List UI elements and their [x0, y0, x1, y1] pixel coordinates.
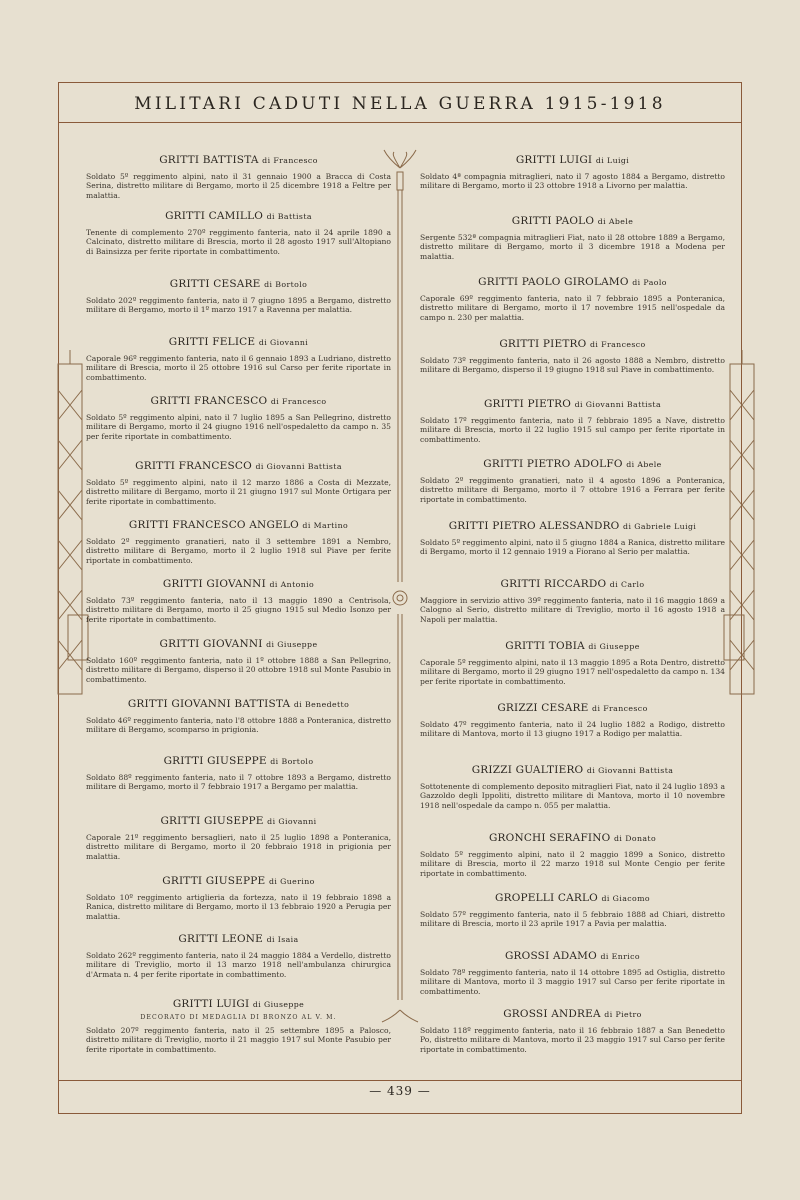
entry-description: Soldato 160º reggimento fanteria, nato il 1º ottobre 1888 a San Pellegrino, distretto militare di Bergamo, disperso il 20 ottobre 1918 sul Monte Pasubio in combattimento. [86, 656, 391, 684]
entry [86, 933, 391, 979]
entry-name: GRITTI PIETRO ALESSANDRO di Gabriele Luigi [448, 520, 697, 532]
entry-description: Sergente 532ª compagnia mitraglieri Fiat, nato il 28 ottobre 1889 a Bergamo, distretto militare di Bergamo, morto il 3 dicembre 1918 a Modena per malattia. [420, 233, 725, 261]
entry [420, 702, 725, 739]
entry-description: Caporale 5º reggimento alpini, nato il 13 maggio 1895 a Rota Dentro, distretto militare di Bergamo, morto il 29 giugno 1917 nell'ospedaletto da campo n. 134 per ferite riportate in combattimento. [420, 658, 725, 686]
entry-name: GRIZZI CESARE di Francesco [497, 702, 648, 714]
entry-description: Soldato 73º reggimento fanteria, nato il 13 maggio 1890 a Centrisola, distretto militare di Bergamo, morto il 25 giugno 1915 sul Medio Isonzo per ferite riportate in combattimento. [86, 596, 391, 624]
header-rule [58, 122, 742, 123]
entry-description: Soldato 78º reggimento fanteria, nato il 14 ottobre 1895 ad Ostiglia, distretto militare di Mantova, morto il 3 maggio 1917 sul Carso per ferite riportate in combattimento. [420, 968, 725, 996]
entry-name: GRITTI PIETRO di Giovanni Battista [483, 398, 662, 410]
entry-description: Soldato 262º reggimento fanteria, nato il 24 maggio 1884 a Verdello, distretto militare di Treviglio, morto il 13 marzo 1918 nell'ambulanza chirurgica d'Armata n. 4 per ferite riportate in combattimento. [86, 951, 391, 979]
page-number: — 439 — [369, 1084, 431, 1098]
entry-name: GRITTI PAOLO di Abele [511, 215, 634, 227]
entry [86, 154, 391, 200]
entry-name: GRITTI FRANCESCO di Francesco [150, 395, 327, 407]
entry-description: Soldato 2º reggimento granatieri, nato il 4 agosto 1896 a Ponteranica, distretto militare di Bergamo, morto il 7 ottobre 1916 a Ferrara per ferite riportate in combattimento. [420, 476, 725, 504]
entry [420, 640, 725, 686]
entry-name: GRITTI FELICE di Giovanni [168, 336, 309, 348]
entry [420, 398, 725, 444]
entry [420, 458, 725, 504]
entry-description: Soldato 118º reggimento fanteria, nato il 16 febbraio 1887 a San Benedetto Po, distretto militare di Mantova, morto il 23 maggio 1917 sul Carso per ferite riportate in combattimento. [420, 1026, 725, 1054]
entry-description: Soldato 2º reggimento granatieri, nato il 3 settembre 1891 a Nembro, distretto militare di Bergamo, morto il 2 luglio 1918 sul Piave per ferite riportate in combattimento. [86, 537, 391, 565]
entry-description: Soldato 47º reggimento fanteria, nato il 24 luglio 1882 a Rodigo, distretto militare di Mantova, morto il 13 giugno 1917 a Rodigo per malattia. [420, 720, 725, 739]
entry-name: GROSSI ADAMO di Enrico [504, 950, 641, 962]
entry-name: GRITTI PIETRO di Francesco [499, 338, 646, 350]
entry-name: GRITTI LEONE di Isaia [178, 933, 299, 945]
footer-rule [58, 1080, 742, 1081]
entry-name: GRITTI PAOLO GIROLAMO di Paolo [478, 276, 667, 288]
entry-description: Soldato 10º reggimento artiglieria da fortezza, nato il 19 febbraio 1898 a Ranica, distretto militare di Bergamo, morto il 13 febbraio 1920 a Perugia per malattia. [86, 893, 391, 921]
entry-description: Soldato 5º reggimento alpini, nato il 7 luglio 1895 a San Pellegrino, distretto militare di Bergamo, morto il 24 giugno 1916 nell'ospedaletto da campo n. 35 per ferite riportate in combattimento. [86, 413, 391, 441]
entry [420, 520, 725, 557]
entry-name: GRITTI RICCARDO di Carlo [500, 578, 645, 590]
page-title: MILITARI CADUTI NELLA GUERRA 1915-1918 [134, 94, 666, 114]
entry-name: GRITTI CESARE di Bortolo [169, 278, 308, 290]
entry [86, 998, 391, 1054]
entry [86, 698, 391, 735]
entry [420, 338, 725, 375]
entry-description: Soldato 73º reggimento fanteria, nato il 26 agosto 1888 a Nembro, distretto militare di Bergamo, disperso il 19 giugno 1918 sul Piave in combattimento. [420, 356, 725, 375]
entry-description: Caporale 21º reggimento bersaglieri, nato il 25 luglio 1898 a Ponteranica, distretto militare di Bergamo, morto il 20 febbraio 1918 in prigionia per malattia. [86, 833, 391, 861]
entry-name: GRITTI GIOVANNI di Giuseppe [159, 638, 318, 650]
entry [420, 950, 725, 996]
entry-name: GROSSI ANDREA di Pietro [503, 1008, 642, 1020]
entry [420, 578, 725, 624]
entry-name: GRITTI LUIGI di Giuseppe [172, 998, 305, 1010]
entry-description: Soldato 57º reggimento fanteria, nato il 5 febbraio 1888 ad Chiari, distretto militare di Brescia, morto il 23 aprile 1917 a Pavia per malattia. [420, 910, 725, 929]
entry [420, 215, 725, 261]
entry [86, 755, 391, 792]
entry-description: Soldato 88º reggimento fanteria, nato il 7 ottobre 1893 a Bergamo, distretto militare di Bergamo, morto il 7 febbraio 1917 a Bergamo per malattia. [86, 773, 391, 792]
entry-description: Soldato 207º reggimento fanteria, nato il 25 settembre 1895 a Palosco, distretto militare di Treviglio, morto il 21 maggio 1917 sul Monte Pasubio per ferite riportate in combattimento. [86, 1026, 391, 1054]
entry-name: GRITTI PIETRO ADOLFO di Abele [483, 458, 662, 470]
entry-description: Tenente di complemento 270º reggimento fanteria, nato il 24 aprile 1890 a Calcinato, distretto militare di Brescia, morto il 28 agosto 1917 sull'Altopiano di Bainsizza per ferite riportate in combattimento. [86, 228, 391, 256]
entry-name: GRITTI FRANCESCO ANGELO di Martino [128, 519, 349, 531]
entry [86, 460, 391, 506]
entry [420, 832, 725, 878]
right-column-ornament [722, 350, 762, 720]
entry [420, 276, 725, 322]
entry-name: GRIZZI GUALTIERO di Giovanni Battista [471, 764, 674, 776]
entry-description: Caporale 96º reggimento fanteria, nato il 6 gennaio 1893 a Ludriano, distretto militare di Brescia, morto il 25 ottobre 1916 sul Carso per ferite riportate in combattimento. [86, 354, 391, 382]
entry-name: GRITTI GIOVANNI di Antonio [162, 578, 315, 590]
entry [86, 519, 391, 565]
entry-description: Soldato 17º reggimento fanteria, nato il 7 febbraio 1895 a Nave, distretto militare di Brescia, morto il 22 luglio 1915 sul campo per ferite riportate in combattimento. [420, 416, 725, 444]
entry-name: GRITTI GIUSEPPE di Guerino [162, 875, 315, 887]
entry-name: GRITTI TOBIA di Giuseppe [505, 640, 640, 652]
entry [86, 336, 391, 382]
entry-name: GRONCHI SERAFINO di Donato [488, 832, 657, 844]
entry [86, 875, 391, 921]
entry-description: Soldato 5º reggimento alpini, nato il 5 giugno 1884 a Ranica, distretto militare di Bergamo, morto il 12 gennaio 1919 a Fiorano al Serio per malattia. [420, 538, 725, 557]
entry-description: Soldato 5º reggimento alpini, nato il 2 maggio 1899 a Sonico, distretto militare di Brescia, morto il 22 marzo 1918 sul Monte Cengio per ferite riportate in combattimento. [420, 850, 725, 878]
entry [420, 764, 725, 810]
entry-name: GRITTI GIUSEPPE di Bortolo [163, 755, 314, 767]
entry [86, 395, 391, 441]
entry-name: GRITTI BATTISTA di Francesco [159, 154, 318, 166]
entry-description: Soldato 46º reggimento fanteria, nato l'8 ottobre 1888 a Ponteranica, distretto militare di Bergamo, scomparso in prigionia. [86, 716, 391, 735]
entry-description: Maggiore in servizio attivo 39º reggimento fanteria, nato il 16 maggio 1869 a Calogno al Serio, distretto militare di Treviglio, morto il 16 agosto 1918 a Napoli per malattia. [420, 596, 725, 624]
entry-description: Soldato 5º reggimento alpini, nato il 31 gennaio 1900 a Bracca di Costa Serina, distretto militare di Bergamo, morto il 25 dicembre 1918 a Feltre per malattia. [86, 172, 391, 200]
entry [86, 210, 391, 256]
entry-decoration: DECORATO DI MEDAGLIA DI BRONZO AL V. M. [140, 1014, 337, 1021]
entry [420, 1008, 725, 1054]
entry [86, 578, 391, 624]
entry [86, 278, 391, 315]
entry-description: Soldato 5º reggimento alpini, nato il 12 marzo 1886 a Costa di Mezzate, distretto militare di Bergamo, morto il 21 giugno 1917 sul Monte Ortigara per ferite riportate in combattimento. [86, 478, 391, 506]
entry-description: Soldato 4ª compagnia mitraglieri, nato il 7 agosto 1884 a Bergamo, distretto militare di Bergamo, morto il 23 ottobre 1918 a Livorno per malattia. [420, 172, 725, 191]
entry-description: Sottotenente di complemento deposito mitraglieri Fiat, nato il 24 luglio 1893 a Gazzoldo degli Ippoliti, distretto militare di Mantova, morto il 10 novembre 1918 nell'ospedale da campo n. 055 per malattia. [420, 782, 725, 810]
entry-name: GRITTI GIUSEPPE di Giovanni [160, 815, 317, 827]
entry-name: GRITTI LUIGI di Luigi [515, 154, 630, 166]
entry [86, 638, 391, 684]
entry-description: Caporale 69º reggimento fanteria, nato il 7 febbraio 1895 a Ponteranica, distretto militare di Bergamo, morto il 17 novembre 1915 nell'ospedale da campo n. 230 per malattia. [420, 294, 725, 322]
entry [420, 154, 725, 191]
entry-name: GRITTI CAMILLO di Battista [165, 210, 312, 222]
entry [420, 892, 725, 929]
entry-name: GRITTI FRANCESCO di Giovanni Battista [135, 460, 342, 472]
entry [86, 815, 391, 861]
entry-description: Soldato 202º reggimento fanteria, nato il 7 giugno 1895 a Bergamo, distretto militare di Bergamo, morto il 1º marzo 1917 a Ravenna per malattia. [86, 296, 391, 315]
entry-name: GRITTI GIOVANNI BATTISTA di Benedetto [127, 698, 350, 710]
entry-name: GROPELLI CARLO di Giacomo [495, 892, 650, 904]
